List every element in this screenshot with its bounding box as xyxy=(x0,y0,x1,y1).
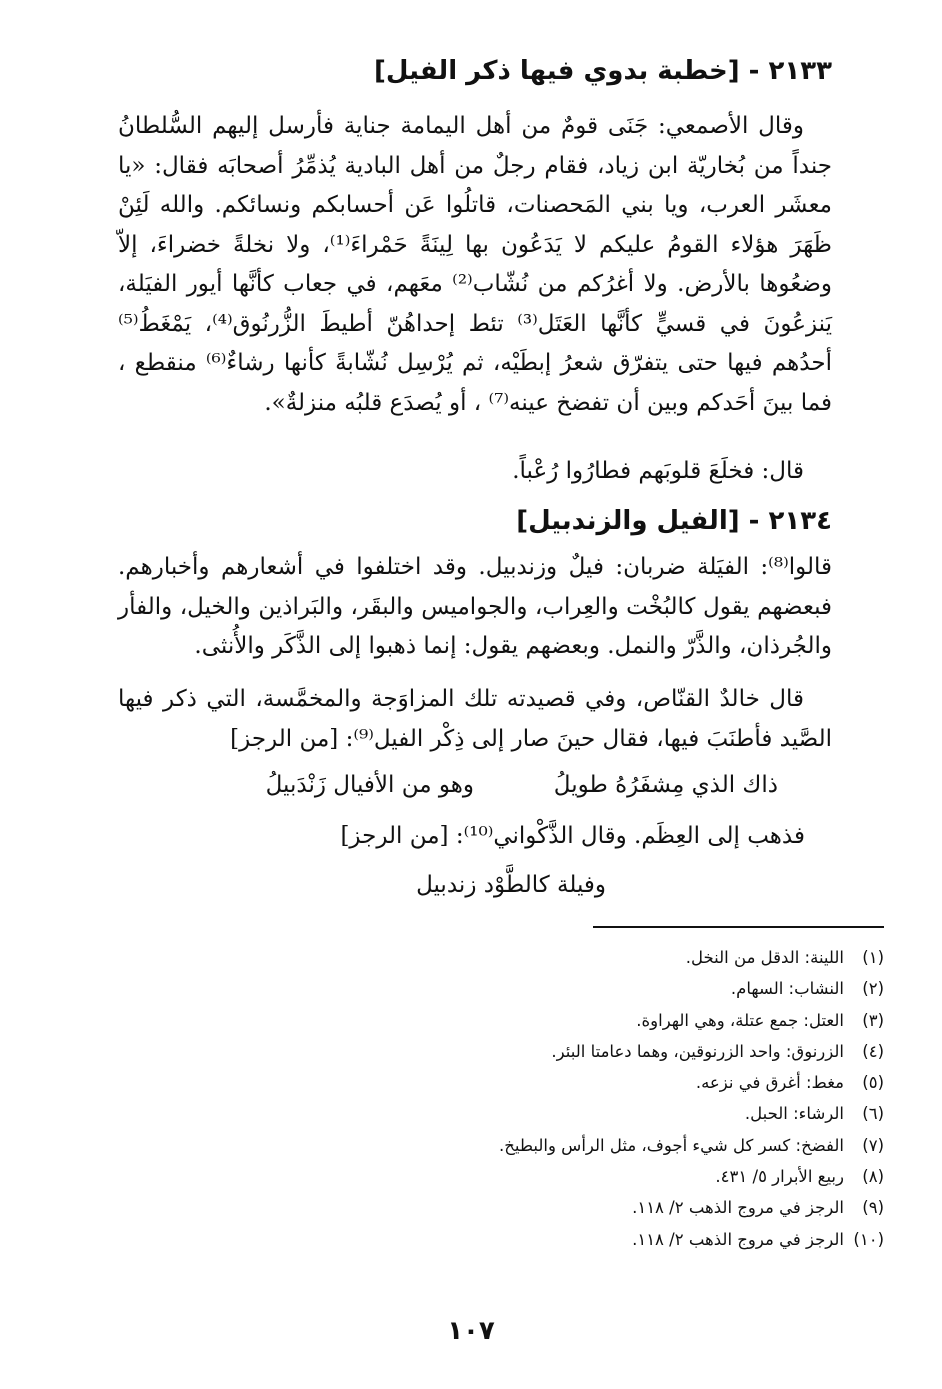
verse-2: وفيلة كالطَّوْد زندبيل xyxy=(416,872,606,898)
footnote: (١٠)الرجز في مروج الذهب ٢/ ١١٨. xyxy=(632,1229,884,1249)
footnote: (٢)النشاب: السهام. xyxy=(730,979,884,999)
section-heading-2133: ٢١٣٣ - [خطبة بدوي فيها ذكر الفيل] xyxy=(374,56,832,86)
verse-1-first-hemistich: ذاك الذي مِشفَرُهُ طويلُ xyxy=(553,772,778,798)
footnote: (٤)الزرنوق: واحد الزرنوقين، وهما دعامتا البئر. xyxy=(551,1041,884,1061)
footnote: (١)اللينة: الدقل من النخل. xyxy=(685,948,884,967)
dhakwani-intro-line: فذهب إلى العِظَم. وقال الذَّكْواني⁽¹⁰⁾: [من الرجز] xyxy=(340,823,805,849)
footnote-divider xyxy=(593,926,884,928)
verse-1-second-hemistich: وهو من الأفيال زَنْدَبيلُ xyxy=(265,772,474,798)
footnote: (٧)الفضخ: كسر كل شيء أجوف، مثل الرأس والبطيخ. xyxy=(498,1135,884,1155)
elephant-types-paragraph: قالوا⁽⁸⁾: الفيَلة ضربان: فيلٌ وزندبيل. وقد اختلفوا في أشعارهم وأخبارهم. فبعضهم يقول كالبُخْت والعِراب، والجواميس والبقَر، والبَراذين والخيل، والفأر والجُرذان، والذَّرّ والنمل. وبعضهم يقول: إنما ذهبوا إلى الذَّكَر والأُنثى. xyxy=(118,554,832,659)
footnote: (٨)ربيع الأبرار ٥/ ٤٣١. xyxy=(715,1167,884,1187)
footnote: (٥)مغط: أغرق في نزعه. xyxy=(695,1073,884,1093)
footnote: (٩)الرجز في مروج الذهب ٢/ ١١٨. xyxy=(632,1198,884,1218)
khalid-paragraph: قال خالدٌ القنّاص، وفي قصيدته تلك المزاوَجة والمخمَّسة، التي ذكر فيها الصَّيد فأطنَبَ فيها، فقال حينَ صار إلى ذِكْر الفيل⁽⁹⁾: [من الرجز] xyxy=(118,686,832,752)
closing-line: قال: فخلَعَ قلوبَهم فطارُوا رُعْباً. xyxy=(512,458,804,484)
page-number: ١٠٧ xyxy=(447,1316,495,1346)
footnote: (٦)الرشاء: الحبل. xyxy=(744,1104,884,1124)
footnotes-list xyxy=(499,942,884,1255)
bedouin-speech-paragraph: وقال الأصمعي: جَنَى قومٌ من أهل اليمامة جناية فأرسل إليهم السُّلطانُ جنداً من بُخاريّة ابن زياد، فقام رجلٌ من أهل البادية يُذمِّرُ أصحابَه فقال: «يا معشَر العرب، ويا بني المَحصنات، قاتلُوا عَن أحسابكم ونسائكم. والله لَئِنْ ظَهَرَ هؤلاء القومُ عليكم لا يَدَعُون بها لِينَةً حَمْراءَ⁽¹⁾، ولا نخلةً خضراءَ، إلاّ وضعُوها بالأرض. ولا أغرُكم من نُشّاب⁽²⁾ معَهم، في جعاب كأنَّها أيور الفيَلة، يَنزعُونَ في قسيٍّ كأنَّها العَتَل⁽³⁾ تئط إحداهُنّ أطيطَ الزُّرنُوق⁽⁴⁾، يَمْغَطُ⁽⁵⁾ أحدُهم فيها حتى يتفرّق شعرُ إبطَيْه، ثم يُرْسِل نُشّابةً كأنها رشاءٌ⁽⁶⁾ منقطع ، فما بينَ أحَدكم وبين أن تفضخ عينه⁽⁷⁾ ، أو يُصدَع قلبُه منزلةٌ». xyxy=(118,113,833,416)
footnote: (٣)العتل: جمع عتلة، وهي الهراوة. xyxy=(636,1010,884,1030)
section-heading-2134: ٢١٣٤ - [الفيل والزندبيل] xyxy=(516,506,832,536)
